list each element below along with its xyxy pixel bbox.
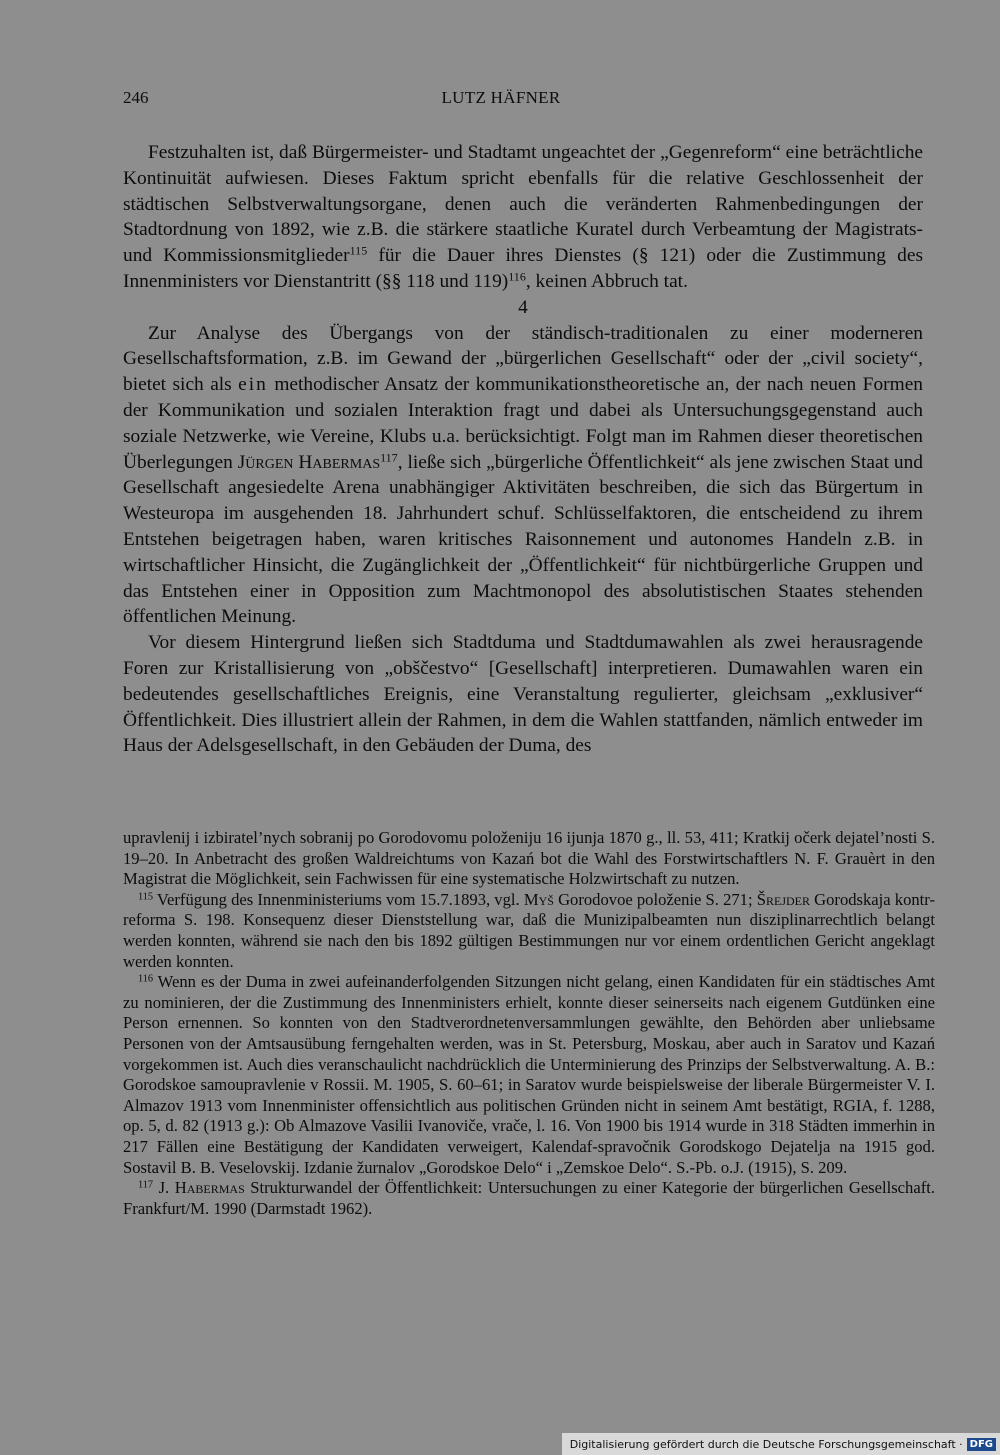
- funding-credit-text: Digitalisierung gefördert durch die Deutsche Forschungsgemeinschaft ·: [569, 1437, 963, 1451]
- dfg-logo-icon: DFG: [967, 1438, 996, 1451]
- running-head: LUTZ HÄFNER: [441, 88, 561, 107]
- paragraph-1-text-c: , keinen Abbruch tat.: [525, 270, 688, 292]
- author-name: Myš: [523, 889, 554, 909]
- footnote-116-text: Wenn es der Duma in zwei aufeinanderfolgenden Sitzungen nicht gelang, einen Kandidaten für ein städtisches Amt zu nominieren, der die Zustimmung des Innenministers erhielt, konnte dieser seinerseits nach eigenem Gutdünken eine Person ernennen. So konnten von den Stadtverordnetenversammlungen gewählte, den Behörden aber unliebsame Personen von der Amtsausübung ferngehalten werden, was in St. Petersburg, Moskau, aber auch in Saratov und Kazań vorgekommen ist. Auch dies veranschaulicht nachdrücklich die Unterminierung des Prinzips der Selbstverwaltung. A. B.: Gorodskoe samoupravlenie v Rossii. M. 1905, S. 60–61; in Saratov wurde beispielsweise der liberale Bürgermeister V. I. Almazov 1913 vom Innenminister offensichtlich aus politischen Gründen nicht in seinem Amt bestätigt, RGIA, f. 1288, op. 5, d. 82 (1913 g.): Ob Almazove Vasilii Ivanoviče, vrače, l. 16. Von 1900 bis 1914 wurde in 318 Städten immerhin in 217 Fällen eine Bestätigung der Kandidaten verweigert, Kalendaf-spravočnik Gorodskogo Dejatelja na 1915 god. Sostavil B. B. Veselovskij. Izdanie žurnalov „Gorodskoe Delo“ i „Zemskoe Delo“. S.-Pb. o.J. (1915), S. 209.: [123, 972, 935, 1177]
- paragraph-2-text-c: , ließe sich „bürgerliche Öffentlichkeit“ als jene zwischen Staat und Gesellschaft angesiedelte Arena unabhängiger Aktivitäten beschreiben, die sich das Bürgertum in Westeuropa im ausgehenden 18. Jahrhundert schuf. Schlüsselfaktoren, die entscheidend zu ihrem Entstehen beigetragen haben, waren kritisches Raisonnement und autonomes Handeln z.B. in wirtschaftlicher Hinsicht, die Zugänglichkeit der „Öffentlichkeit“ für nichtbürgerliche Gruppen und das Entstehen einer in Opposition zum Machtmonopol des absolutistischen Staates stehenden öffentlichen Meinung.: [123, 451, 923, 628]
- emphasized-word: ein: [238, 374, 268, 396]
- footnote-117: [123, 1178, 935, 1219]
- page-number: 246: [123, 88, 149, 107]
- footnotes: [123, 828, 935, 1219]
- main-text: [123, 140, 923, 759]
- footnote-116: [123, 972, 935, 1178]
- page-header: [123, 88, 879, 114]
- footnote-number: 115: [138, 891, 154, 903]
- author-name: Šrejder: [756, 889, 810, 909]
- paragraph-1-text-a: Festzuhalten ist, daß Bürgermeister- und Stadtamt ungeachtet der „Gegenreform“ eine beträchtliche Kontinuität aufwiesen. Dieses Faktum spricht ebenfalls für die relative Geschlossenheit der städtischen Selbstverwaltungsorgane, denen auch die veränderten Rahmenbedingungen der Stadtordnung von 1892, wie z.B. die stärkere staatliche Kuratel durch Verbeamtung der Magistrats- und Kommissionsmitglieder: [123, 142, 923, 267]
- paragraph-2-text-a: Zur Analyse des Übergangs von der ständisch-traditionalen zu einer moderneren Gesellschaftsformation, z.B. im Gewand der „bürgerlichen Gesellschaft“ oder der „civil society“, bietet sich als: [123, 322, 923, 396]
- author-name: J. Habermas: [153, 1178, 245, 1198]
- paragraph-2: [123, 321, 923, 631]
- footnote-number: 117: [138, 1179, 154, 1191]
- funding-credit-bar: [562, 1433, 1000, 1455]
- footnote-117-text: Strukturwandel der Öffentlichkeit: Untersuchungen zu einer Kategorie der bürgerlichen Gesellschaft. Frankfurt/M. 1990 (Darmstadt 1962).: [123, 1178, 935, 1218]
- footnote-115: [123, 890, 935, 972]
- paragraph-2-text-b: methodischer Ansatz der kommunikationstheoretische an, der nach neuen Formen der Kommunikation und sozialen Interaktion fragt und dabei als Untersuchungsgegenstand auch soziale Netzwerke, wie Vereine, Klubs u.a. berücksichtigt. Folgt man im Rahmen dieser theoretischen Überlegungen: [123, 374, 923, 473]
- footnote-continued: upravlenij i izbiratel’nych sobranij po Gorodovomu položeniju 16 ijunja 1870 g., ll. 53, 411; Kratkij očerk dejatel’nosti S. 19–20. In Anbetracht des großen Waldreichtums von Kazań bot die Wahl des Forstwirtschaftlers N. F. Grauèrt in den Magistrat die Möglichkeit, sein Fachwissen für eine systematische Holzwirtschaft zu nutzen.: [123, 828, 935, 889]
- footnote-ref-117: 117: [380, 449, 398, 464]
- footnote-ref-116: 116: [508, 269, 526, 284]
- footnote-number: 116: [138, 973, 154, 985]
- footnote-ref-115: 115: [349, 243, 368, 258]
- paragraph-3: Vor diesem Hintergrund ließen sich Stadtduma und Stadtdumawahlen als zwei herausragende Foren zur Kristallisierung von „obščestvo“ [Gesellschaft] interpretieren. Dumawahlen waren ein bedeutendes gesellschaftliches Ereignis, eine Veranstaltung regulierter, gleichsam „exklusiver“ Öffentlichkeit. Dies illustriert allein der Rahmen, in dem die Wahlen stattfanden, nämlich entweder im Haus der Adelsgesellschaft, in den Gebäuden der Duma, des: [123, 632, 923, 757]
- section-number: 4: [518, 296, 528, 318]
- paragraph-1-text-b: für die Dauer ihres Dienstes (§ 121) oder die Zustimmung des Innenministers vor Dienstantritt (§§ 118 und 119): [123, 245, 924, 292]
- footnote-115-text-b: Gorodovoe položenie S. 271;: [553, 889, 757, 909]
- footnote-115-text-c: Gorodskaja kontr-reforma S. 198. Konsequenz dieser Dienststellung war, daß die Munizipalbeamten nun disziplinarrechtlich belangt werden konnten, während sie nach den bis 1892 gültigen Bestimmungen nur vor einem ordentlichen Gericht angeklagt werden konnten.: [123, 889, 936, 971]
- footnote-115-text-a: Verfügung des Innenministeriums vom 15.7.1893, vgl.: [153, 889, 524, 909]
- author-name: Jürgen Habermas: [237, 451, 381, 473]
- paragraph-1: [123, 140, 923, 295]
